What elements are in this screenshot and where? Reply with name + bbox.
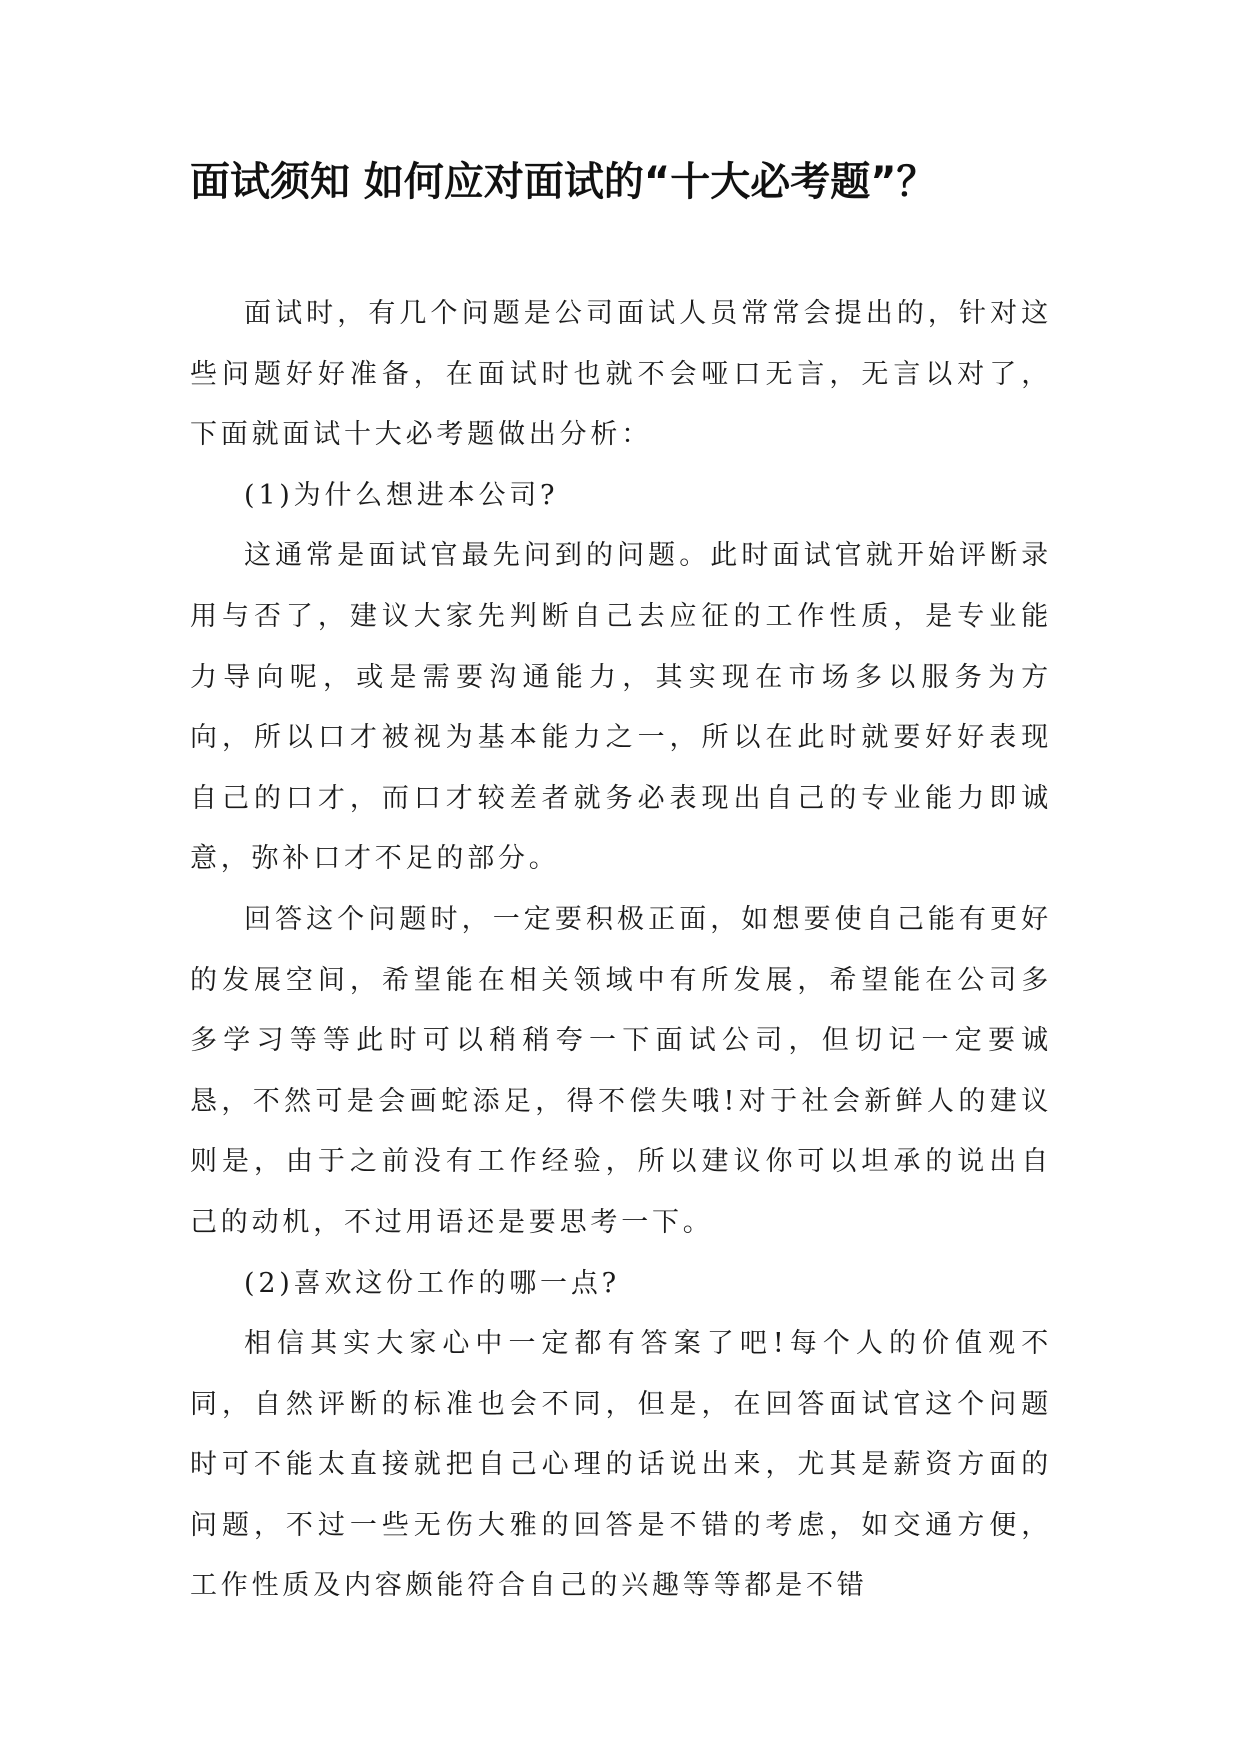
document-body (190, 284, 1052, 1617)
paragraph-answer-1b: 回答这个问题时，一定要积极正面，如想要使自己能有更好的发展空间，希望能在相关领域中有所发展，希望能在公司多多学习等等此时可以稍稍夸一下面试公司，但切记一定要诚恳，不然可是会画蛇添足，得不偿失哦!对于社会新鲜人的建议则是，由于之前没有工作经验，所以建议你可以坦承的说出自己的动机，不过用语还是要思考一下。 (190, 903, 1052, 1238)
paragraph-intro: 面试时，有几个问题是公司面试人员常常会提出的，针对这些问题好好准备，在面试时也就不会哑口无言，无言以对了，下面就面试十大必考题做出分析： (190, 298, 1052, 451)
document-title: 面试须知 如何应对面试的“十大必考题”？ (190, 159, 937, 205)
paragraph-answer-2: 相信其实大家心中一定都有答案了吧!每个人的价值观不同，自然评断的标准也会不同，但是，在回答面试官这个问题时可不能太直接就把自己心理的话说出来，尤其是薪资方面的问题，不过一些无伤大雅的回答是不错的考虑，如交通方便，工作性质及内容颇能符合自己的兴趣等等都是不错 (190, 1328, 1052, 1602)
paragraph-answer-1a: 这通常是面试官最先问到的问题。此时面试官就开始评断录用与否了，建议大家先判断自己去应征的工作性质，是专业能力导向呢，或是需要沟通能力，其实现在市场多以服务为方向，所以口才被视为基本能力之一，所以在此时就要好好表现自己的口才，而口才较差者就务必表现出自己的专业能力即诚意，弥补口才不足的部分。 (190, 540, 1052, 875)
question-heading-1: (1)为什么想进本公司? (244, 479, 559, 511)
question-heading-2: (2)喜欢这份工作的哪一点? (244, 1267, 620, 1299)
